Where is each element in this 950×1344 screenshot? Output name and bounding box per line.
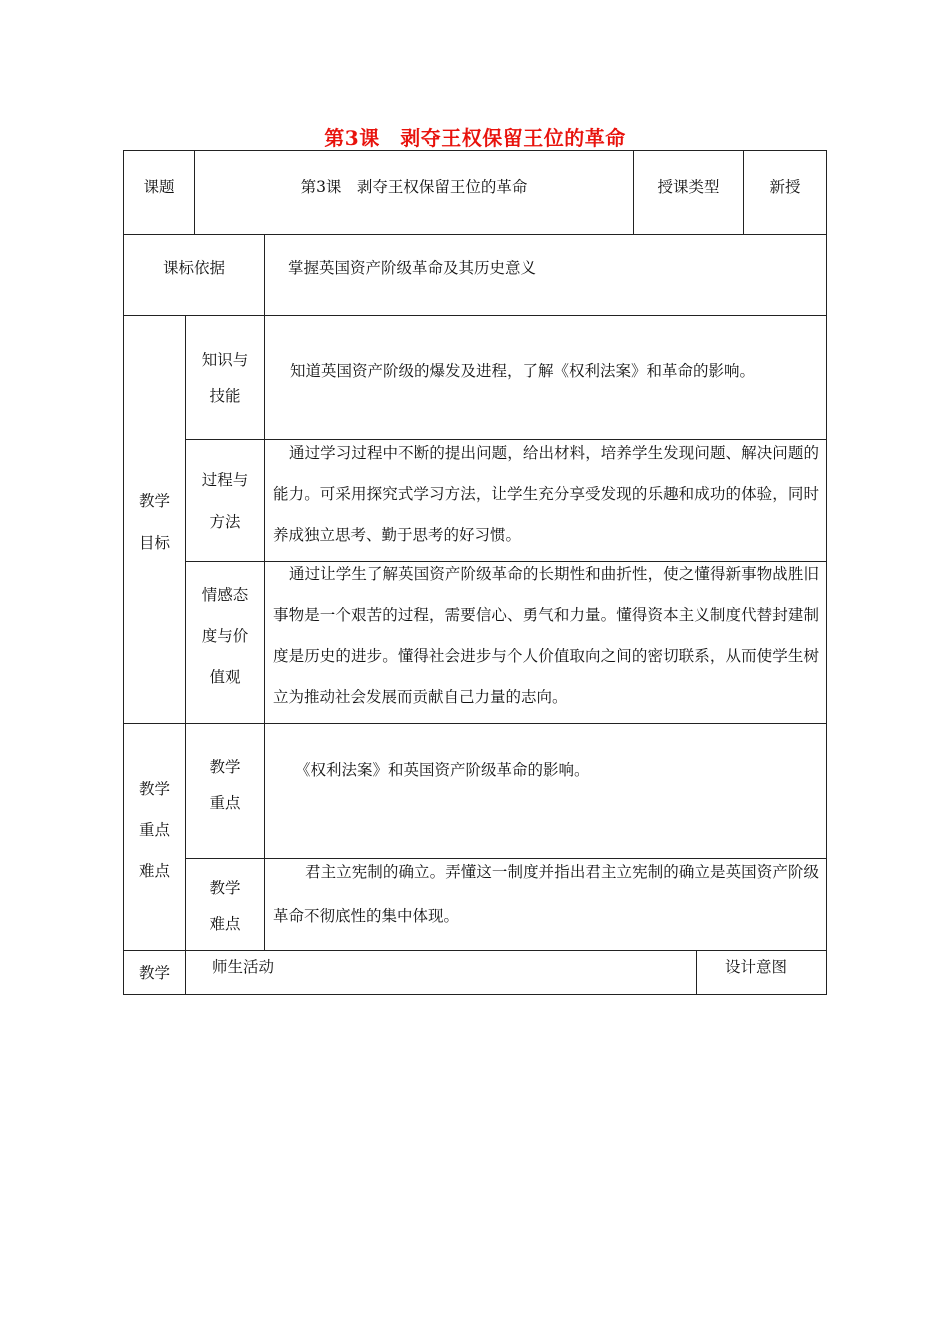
- knowledge-text: 知道英国资产阶级的爆发及进程，了解《权利法案》和革命的影响。: [290, 362, 756, 380]
- topic-value: 第3课 剥夺王权保留王位的革命: [300, 178, 528, 196]
- process-text: 通过学习过程中不断的提出问题，给出材料，培养学生发现问题、解决问题的能力。可采用探究式学习方法，让学生充分享受发现的乐趣和成功的体验，同时养成独立思考、勤于思考的好习惯。: [273, 444, 819, 544]
- teaching-label: 教学: [138, 964, 170, 982]
- key-text: 《权利法案》和英国资产阶级革命的影响。: [295, 761, 590, 779]
- difficult-text: 君主立宪制的确立。弄懂这一制度并指出君主立宪制的确立是英国资产阶级革命不彻底性的集中体现。: [273, 863, 819, 925]
- goals-label: 教学 目标: [138, 492, 170, 552]
- intent-label: 设计意图: [725, 958, 788, 976]
- lesson-type-label: 授课类型: [657, 178, 720, 196]
- standard-value: 掌握英国资产阶级革命及其历史意义: [288, 259, 537, 277]
- emotion-text: 通过让学生了解英国资产阶级革命的长期性和曲折性，使之懂得新事物战胜旧事物是一个艰苦的过程，需要信心、勇气和力量。懂得资本主义制度代替封建制度是历史的进步。懂得社会进步与个人价值取向之间的密切联系，从而使学生树立为推动社会发展而贡献自己力量的志向。: [273, 565, 819, 706]
- difficult-label: 教学 难点: [209, 879, 241, 933]
- page-title: 第3课 剥夺王权保留王位的革命: [324, 126, 626, 150]
- topic-label: 课题: [143, 178, 175, 196]
- process-label: 过程与 方法: [201, 471, 249, 531]
- key-label: 教学 重点: [209, 758, 241, 812]
- emotion-label: 情感态 度与价 值观: [201, 586, 249, 686]
- keypoints-label: 教学 重点 难点: [138, 780, 170, 880]
- lesson-type-value: 新授: [769, 178, 801, 196]
- standard-label: 课标依据: [162, 259, 225, 277]
- activity-label: 师生活动: [212, 958, 275, 976]
- knowledge-label: 知识与 技能: [201, 351, 249, 405]
